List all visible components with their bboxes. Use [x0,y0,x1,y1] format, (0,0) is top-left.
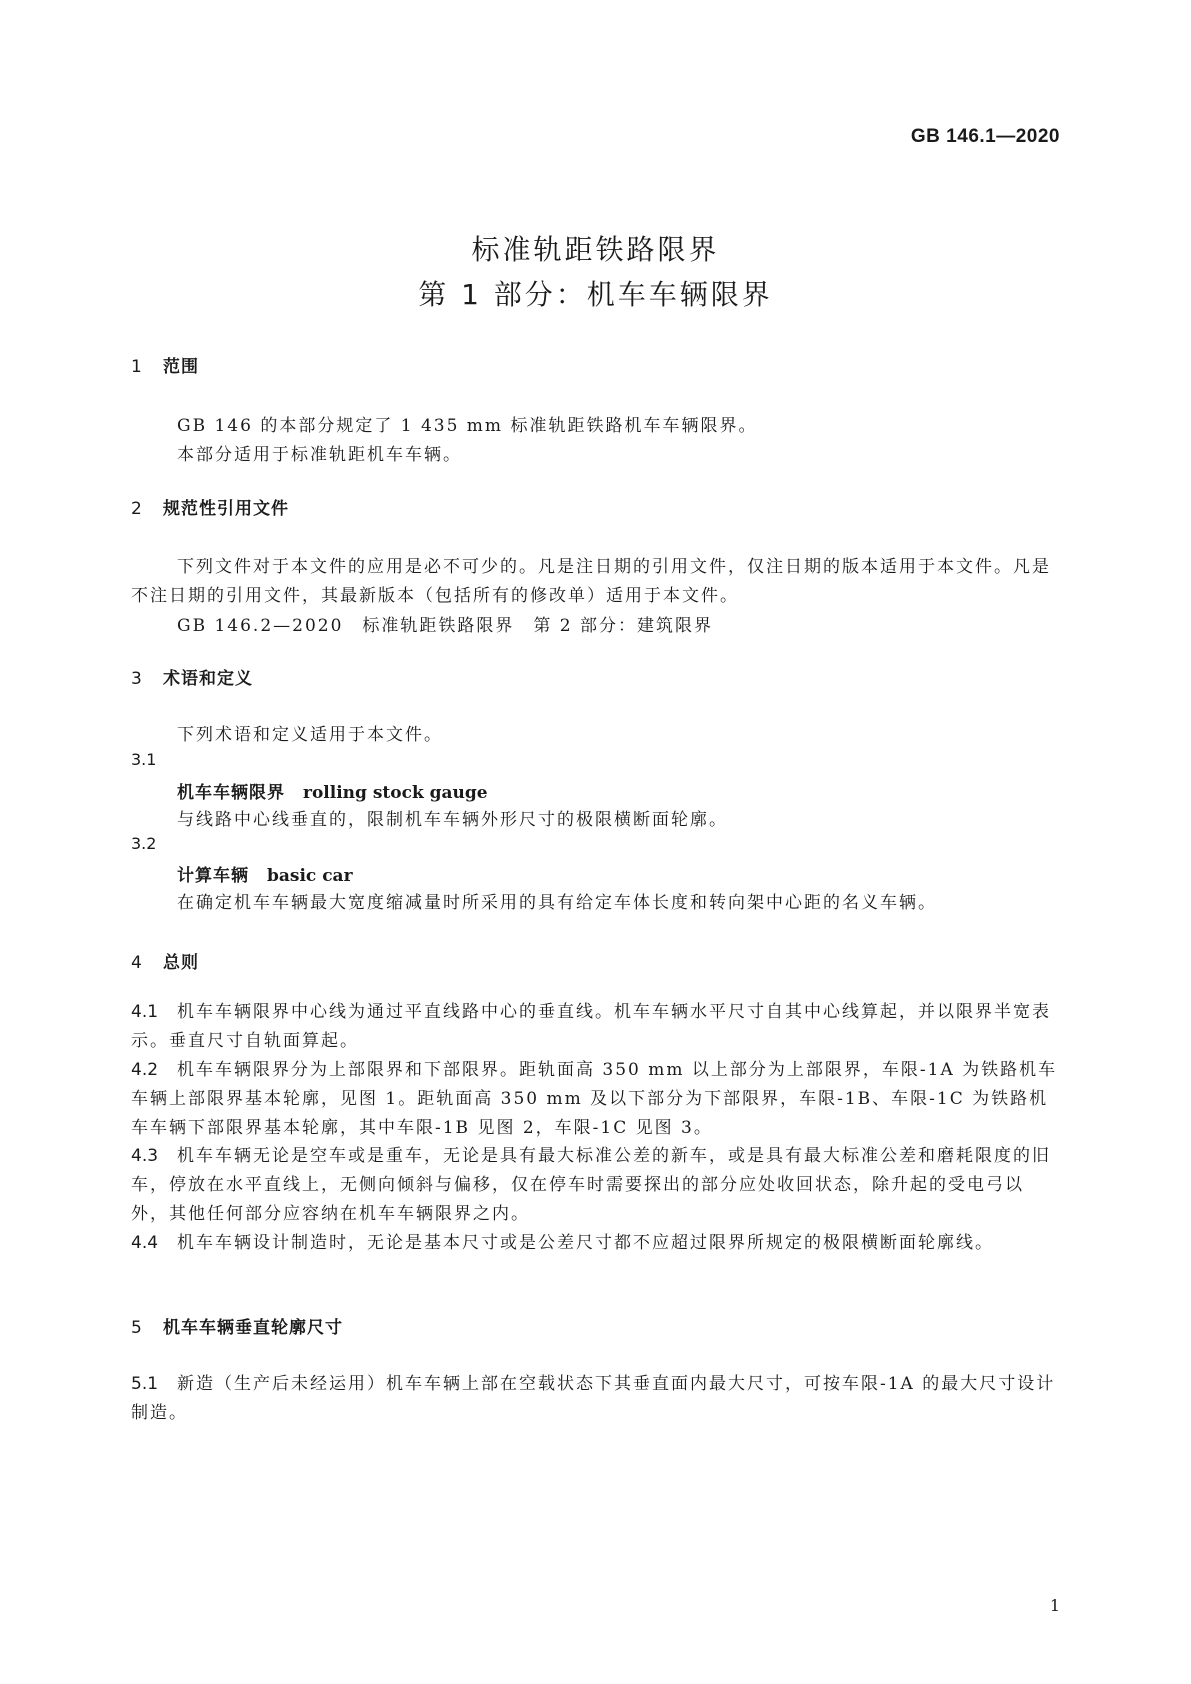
section-3-heading [131,664,253,689]
section-number: 5 [131,1318,143,1338]
term-heading [177,778,488,803]
document-subtitle: 第 1 部分：机车车辆限界 [418,278,773,311]
term-en: rolling stock gauge [303,783,488,803]
section-4-heading [131,948,199,973]
clause-number: 4.1 [131,1002,159,1022]
clause-text: 机车车辆限界分为上部限界和下部限界。距轨面高 350 mm 以上部分为上部限界，车限-1A 为铁路机车车辆上部限界基本轮廓，见图 1。距轨面高 350 mm 及以下部分为下部限界，车限-1B、车限-1C 为铁路机车车辆下部限界基本轮廓，其中车限-1B 见图 2，车限-1C 见图 3。 [131,1060,1058,1138]
term-definition: 在确定机车车辆最大宽度缩减量时所采用的具有给定车体长度和转向架中心距的名义车辆。 [177,893,937,913]
document-title: 标准轨距铁路限界 [471,233,720,266]
page-number: 1 [1049,1596,1060,1615]
clause-text: 新造（生产后未经运用）机车车辆上部在空载状态下其垂直面内最大尺寸，可按车限-1A 的最大尺寸设计制造。 [131,1374,1056,1423]
normative-refs-paragraph: 下列文件对于本文件的应用是必不可少的。凡是注日期的引用文件，仅注日期的版本适用于本文件。凡是不注日期的引用文件，其最新版本（包括所有的修改单）适用于本文件。 [131,557,1051,606]
section-2-heading [131,494,289,519]
section-title: 总则 [163,953,199,973]
clause-number: 4.2 [131,1060,159,1080]
normative-reference-item: GB 146.2—2020 标准轨距铁路限界 第 2 部分：建筑限界 [177,616,714,636]
clause-number: 5.1 [131,1374,159,1394]
section-1-heading [131,352,199,377]
term-heading [177,861,353,886]
term-zh: 机车车辆限界 [177,783,285,803]
clause-text: 机车车辆限界中心线为通过平直线路中心的垂直线。机车车辆水平尺寸自其中心线算起，并以限界半宽表示。垂直尺寸自轨面算起。 [131,1002,1051,1051]
clause-4-1 [131,998,1061,1056]
term-number: 3.1 [131,750,157,769]
term-definition: 与线路中心线垂直的，限制机车车辆外形尺寸的极限横断面轮廓。 [177,810,728,830]
term-zh: 计算车辆 [177,866,249,886]
section-title: 术语和定义 [163,669,253,689]
section-title: 范围 [163,357,199,377]
term-en: basic car [267,866,353,886]
section-5-heading [131,1313,343,1338]
clause-4-4 [131,1229,1061,1258]
standard-number: GB 146.1—2020 [910,126,1060,147]
term-number: 3.2 [131,834,157,853]
section-number: 2 [131,499,143,519]
section-number: 3 [131,669,143,689]
clause-number: 4.3 [131,1146,159,1166]
clause-text: 机车车辆无论是空车或是重车，无论是具有最大标准公差的新车，或是具有最大标准公差和磨耗限度的旧车，停放在水平直线上，无侧向倾斜与偏移，仅在停车时需要探出的部分应处收回状态，除升起的受电弓以外，其他任何部分应容纳在机车车辆限界之内。 [131,1146,1051,1224]
clause-4-2 [131,1056,1061,1143]
section-number: 1 [131,357,143,377]
terms-intro: 下列术语和定义适用于本文件。 [177,725,443,745]
section-title: 规范性引用文件 [163,499,289,519]
clause-5-1 [131,1370,1061,1428]
section-title: 机车车辆垂直轮廓尺寸 [163,1318,343,1338]
scope-paragraph-2: 本部分适用于标准轨距机车车辆。 [177,445,462,465]
clause-4-3 [131,1142,1061,1229]
clause-text: 机车车辆设计制造时，无论是基本尺寸或是公差尺寸都不应超过限界所规定的极限横断面轮廓线。 [177,1233,994,1253]
clause-number: 4.4 [131,1233,159,1253]
scope-paragraph-1: GB 146 的本部分规定了 1 435 mm 标准轨距铁路机车车辆限界。 [177,416,758,436]
section-number: 4 [131,953,143,973]
